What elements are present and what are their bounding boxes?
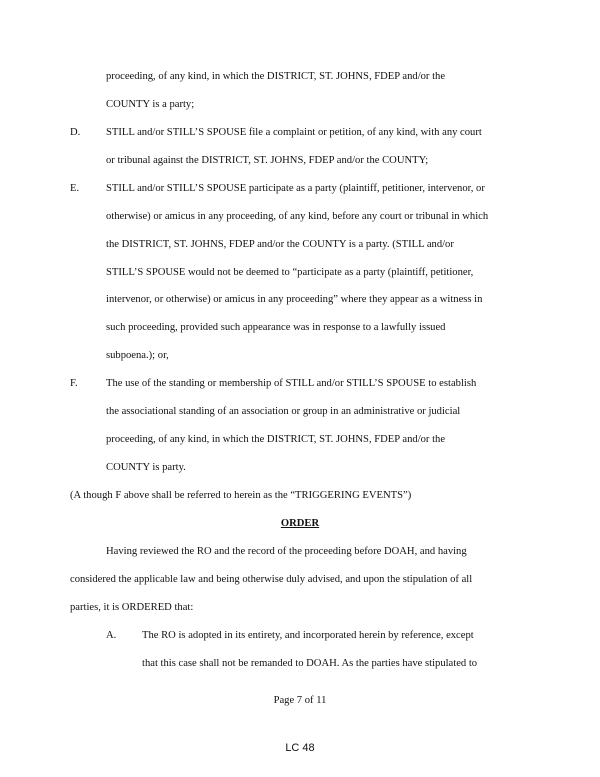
order-item-a-line-1: The RO is adopted in its entirety, and incorporated herein by reference, except [142, 630, 474, 641]
order-paragraph-line-2: considered the applicable law and being otherwise duly advised, and upon the stipulation of all [70, 574, 473, 585]
item-e-marker: E. [70, 183, 80, 194]
order-item-a-marker: A. [106, 630, 117, 641]
item-f-line-4: COUNTY is party. [106, 462, 186, 473]
item-e-line-1: STILL and/or STILL’S SPOUSE participate as a party (plaintiff, petitioner, intervenor, or [106, 183, 485, 194]
item-d-marker: D. [70, 127, 81, 138]
continued-paragraph-line-1: proceeding, of any kind, in which the DISTRICT, ST. JOHNS, FDEP and/or the [106, 71, 446, 82]
triggering-events-note: (A though F above shall be referred to herein as the “TRIGGERING EVENTS”) [70, 490, 412, 501]
item-e-line-2: otherwise) or amicus in any proceeding, of any kind, before any court or tribunal in which [106, 211, 489, 222]
item-f-marker: F. [70, 378, 78, 389]
item-e-line-5: intervenor, or otherwise) or amicus in any proceeding” where they appear as a witness in [106, 294, 483, 305]
item-f-line-2: the associational standing of an association or group in an administrative or judicial [106, 406, 461, 417]
order-item-a-line-2: that this case shall not be remanded to DOAH. As the parties have stipulated to [142, 658, 478, 669]
continued-paragraph-line-2: COUNTY is a party; [106, 99, 195, 110]
order-heading: ORDER [280, 518, 320, 529]
order-paragraph-line-3: parties, it is ORDERED that: [70, 602, 194, 613]
item-d-line-2: or tribunal against the DISTRICT, ST. JOHNS, FDEP and/or the COUNTY; [106, 155, 429, 166]
page-number: Page 7 of 11 [273, 695, 327, 706]
order-paragraph-line-1: Having reviewed the RO and the record of the proceeding before DOAH, and having [106, 546, 467, 557]
item-f-line-1: The use of the standing or membership of STILL and/or STILL’S SPOUSE to establish [106, 378, 477, 389]
item-e-line-4: STILL’S SPOUSE would not be deemed to “participate as a party (plaintiff, petitioner, [106, 267, 474, 278]
item-e-line-7: subpoena.); or, [106, 350, 169, 361]
item-d-line-1: STILL and/or STILL’S SPOUSE file a complaint or petition, of any kind, with any court [106, 127, 482, 138]
lc-page-label: LC 48 [285, 742, 315, 754]
item-e-line-6: such proceeding, provided such appearance was in response to a lawfully issued [106, 322, 446, 333]
item-f-line-3: proceeding, of any kind, in which the DISTRICT, ST. JOHNS, FDEP and/or the [106, 434, 446, 445]
item-e-line-3: the DISTRICT, ST. JOHNS, FDEP and/or the COUNTY is a party. (STILL and/or [106, 239, 454, 250]
